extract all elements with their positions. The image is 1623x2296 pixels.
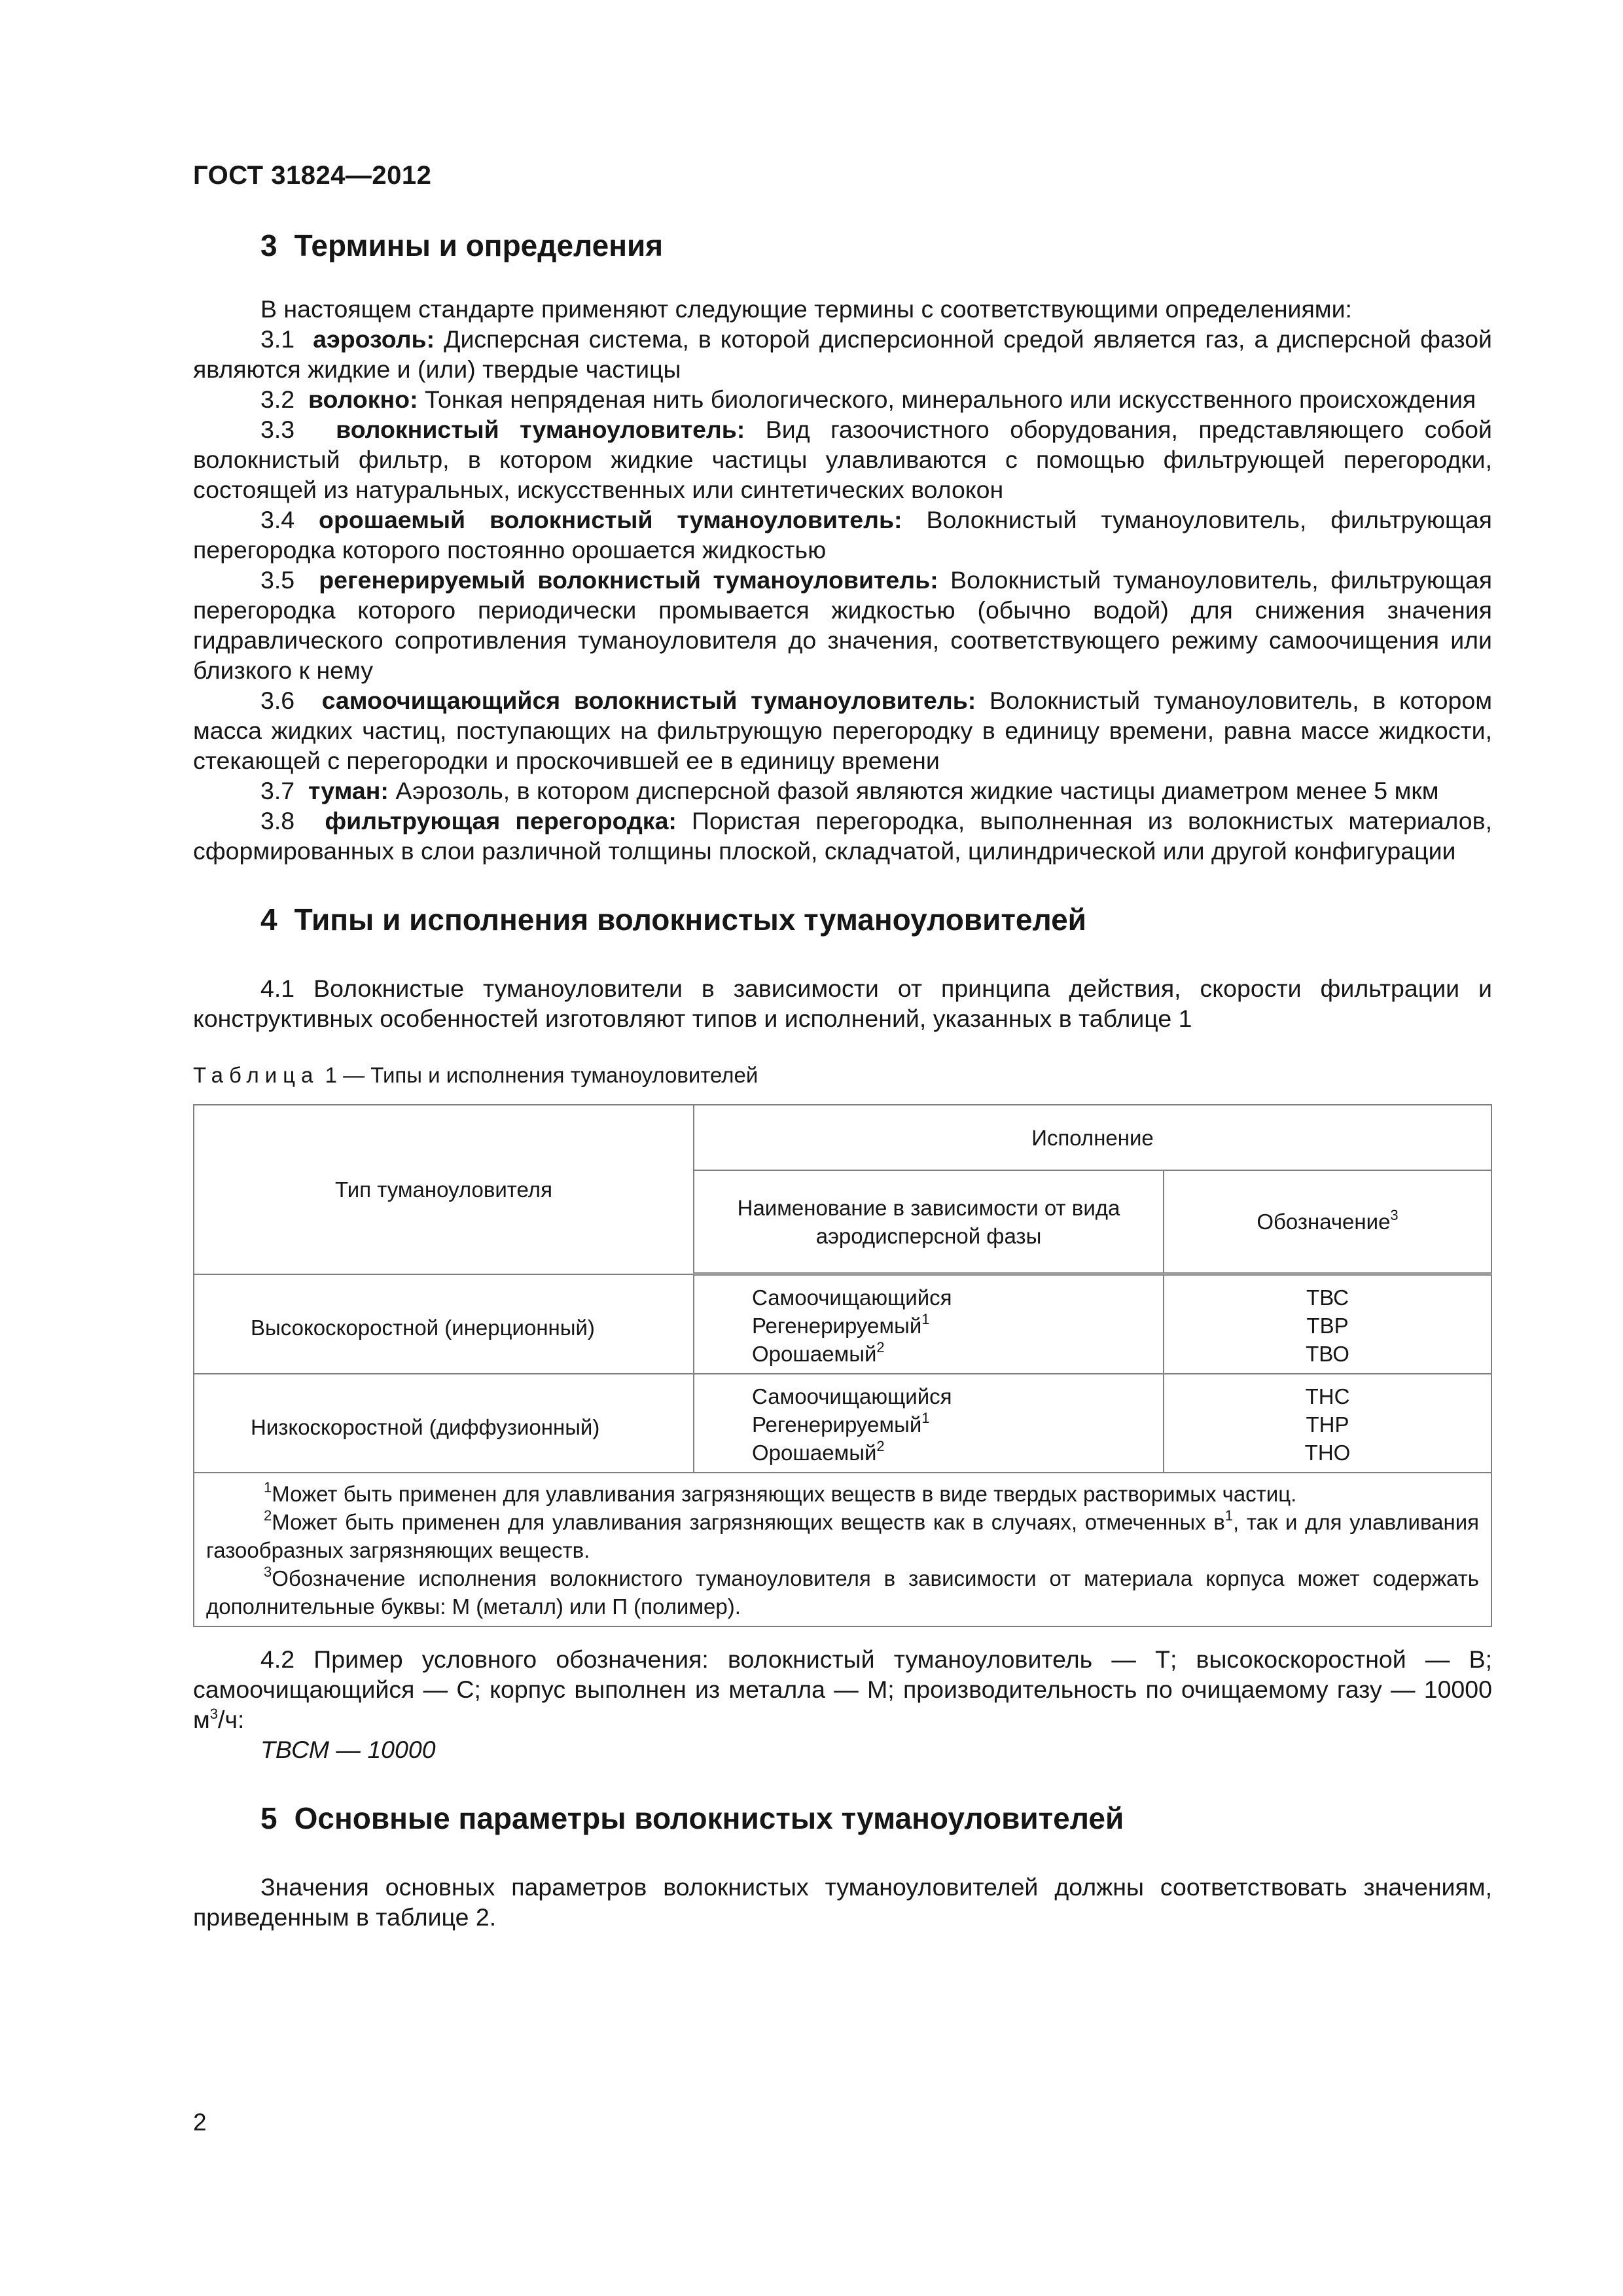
term-number: 3.7 bbox=[260, 777, 295, 804]
term-name: орошаемый волокнистый туманоуловитель: bbox=[319, 506, 902, 533]
cell-names bbox=[694, 1374, 1164, 1473]
cell-codes bbox=[1164, 1374, 1491, 1473]
table-caption-text: 1 — Типы и исполнения туманоуловителей bbox=[325, 1063, 758, 1087]
code-item: ТНР bbox=[1306, 1412, 1349, 1437]
code-item: ТВС bbox=[1306, 1285, 1349, 1310]
section-title: Основные параметры волокнистых туманоуловителей bbox=[294, 1801, 1124, 1835]
term-3-2 bbox=[193, 384, 1492, 414]
term-number: 3.5 bbox=[260, 566, 295, 594]
table-caption-label: Таблица bbox=[193, 1063, 319, 1087]
term-3-4 bbox=[193, 505, 1492, 565]
cell-codes bbox=[1164, 1274, 1491, 1374]
name-item: Регенерируемый$^1$ bbox=[752, 1410, 930, 1437]
footnote-ref: 1 bbox=[921, 1311, 930, 1327]
document-body bbox=[193, 226, 1492, 1932]
term-3-7 bbox=[193, 776, 1492, 806]
name-item: Орошаемый$^2$ bbox=[752, 1339, 885, 1366]
section-3-intro: В настоящем стандарте применяют следующие термины с соответствующими определениями: bbox=[260, 295, 1352, 323]
table-notes-row bbox=[194, 1473, 1491, 1626]
code-item: ТНО bbox=[1304, 1441, 1351, 1465]
name-item: Самоочищающийся bbox=[752, 1384, 952, 1408]
table-row bbox=[194, 1374, 1491, 1473]
section-4-heading bbox=[193, 900, 1492, 939]
table-1 bbox=[193, 1104, 1492, 1627]
document-header: ГОСТ 31824—2012 bbox=[193, 161, 432, 190]
section-title: Термины и определения bbox=[294, 228, 664, 262]
code-item: ТВР bbox=[1306, 1314, 1349, 1338]
col-header-name: Наименование в зависимости от вида аэродисперсной фазы bbox=[694, 1170, 1164, 1274]
section-number: 4 bbox=[260, 903, 277, 937]
name-item: Регенерируемый$^1$ bbox=[752, 1311, 930, 1338]
term-definition: Пористая перегородка, выполненная из волокнистых материалов, сформированных в слои различной толщины плоской, складчатой, цилиндрической или другой конфигурации bbox=[193, 807, 1493, 865]
paragraph-4-2: 4.2 Пример условного обозначения: волокнистый туманоуловитель — Т; высокоскоростной — В; самоочищающийся — С; корпус выполнен из металла — М; производительность по очищаемому газу — 10000 $м^3/ч$: bbox=[193, 1645, 1492, 1733]
cell-type: Высокоскоростной (инерционный) bbox=[194, 1274, 694, 1374]
term-name: волокнистый туманоуловитель: bbox=[336, 416, 745, 443]
term-definition: Тонкая непряденая нить биологического, минерального или искусственного происхождения bbox=[424, 386, 1476, 413]
term-number: 3.8 bbox=[260, 807, 295, 834]
term-name: туман: bbox=[308, 777, 389, 804]
section-3-heading bbox=[193, 226, 1492, 265]
name-item: Самоочищающийся bbox=[752, 1285, 952, 1310]
term-definition: Дисперсная система, в которой дисперсионной средой является газ, а дисперсной фазой являются жидкие и (или) твердые частицы bbox=[193, 325, 1493, 383]
designation-example: ТВСМ — 10000 bbox=[260, 1736, 436, 1763]
term-definition: Волокнистый туманоуловитель, в котором масса жидких частиц, поступающих на фильтрующую перегородку в единицу времени, равна массе жидкости, стекающей с перегородки и проскочившей ее в единицу времени bbox=[193, 687, 1492, 774]
term-definition: Волокнистый туманоуловитель, фильтрующая перегородка которого постоянно орошается жидкостью bbox=[193, 506, 1492, 564]
footnote-ref: 1 bbox=[921, 1410, 930, 1426]
term-number: 3.6 bbox=[260, 687, 295, 714]
footnote-ref: 2 bbox=[876, 1438, 885, 1454]
section-5-paragraph: Значения основных параметров волокнистых туманоуловителей должны соответствовать значениям, приведенным в таблице 2. bbox=[193, 1873, 1492, 1931]
col-header-execution: Исполнение bbox=[694, 1105, 1491, 1170]
footnote-2: $^2$Может быть применен для улавливания загрязняющих веществ как в случаях, отмеченных $в^1$, так и для улавливания газообразных загрязняющих веществ. bbox=[206, 1507, 1480, 1562]
page-number: 2 bbox=[193, 2109, 207, 2136]
col-header-code bbox=[1164, 1170, 1491, 1274]
term-definition: Вид газоочистного оборудования, представляющего собой волокнистый фильтр, в котором жидкие частицы улавливаются с помощью фильтрующей перегородки, состоящей из натуральных, искусственных или синтетических волокон bbox=[193, 416, 1492, 503]
paragraph-4-1: 4.1 Волокнистые туманоуловители в зависимости от принципа действия, скорости фильтрации и конструктивных особенностей изготовляют типов и исполнений, указанных в таблице 1 bbox=[193, 975, 1492, 1032]
term-number: 3.2 bbox=[260, 386, 295, 413]
term-name: регенерируемый волокнистый туманоуловитель: bbox=[319, 566, 938, 594]
term-number: 3.4 bbox=[260, 506, 295, 533]
section-number: 3 bbox=[260, 228, 277, 262]
name-item: Орошаемый$^2$ bbox=[752, 1438, 885, 1465]
col-header-code-text: Обозначение bbox=[1257, 1210, 1391, 1234]
term-3-6 bbox=[193, 685, 1492, 776]
superscript: 3 bbox=[209, 1706, 219, 1722]
cell-names bbox=[694, 1274, 1164, 1374]
section-title: Типы и исполнения волокнистых туманоуловителей bbox=[294, 903, 1086, 937]
col-header-type: Тип туманоуловителя bbox=[194, 1105, 694, 1274]
table-row bbox=[194, 1274, 1491, 1374]
term-definition: Волокнистый туманоуловитель, фильтрующая перегородка которого периодически промывается жидкостью (обычно водой) для снижения значения гидравлического сопротивления туманоуловителя до значения, соответствующего режиму самоочищения или близкого к нему bbox=[193, 566, 1492, 684]
footnote-3: $^3$Обозначение исполнения волокнистого туманоуловителя в зависимости от материала корпуса может содержать дополнительные буквы: М (металл) или П (полимер). bbox=[206, 1564, 1479, 1619]
table-1-caption bbox=[193, 1062, 1492, 1088]
code-item: ТВО bbox=[1306, 1342, 1349, 1366]
footnote-1: $^1$Может быть применен для улавливания загрязняющих веществ в виде твердых растворимых частиц. bbox=[264, 1479, 1297, 1506]
term-3-1 bbox=[193, 324, 1492, 384]
term-3-3 bbox=[193, 414, 1492, 505]
term-3-5 bbox=[193, 565, 1492, 685]
term-name: самоочищающийся волокнистый туманоуловитель: bbox=[321, 687, 976, 714]
term-3-8 bbox=[193, 806, 1492, 866]
footnote-ref: 2 bbox=[876, 1339, 885, 1355]
section-number: 5 bbox=[260, 1801, 277, 1835]
footnote-ref: 3 bbox=[1390, 1207, 1399, 1223]
term-name: фильтрующая перегородка: bbox=[325, 807, 677, 834]
term-name: аэрозоль: bbox=[313, 325, 435, 353]
term-number: 3.3 bbox=[260, 416, 295, 443]
cell-type: Низкоскоростной (диффузионный) bbox=[194, 1374, 694, 1473]
section-5-heading bbox=[193, 1799, 1492, 1838]
table-notes bbox=[194, 1473, 1491, 1626]
term-number: 3.1 bbox=[260, 325, 295, 353]
term-definition: Аэрозоль, в котором дисперсной фазой являются жидкие частицы диаметром менее 5 мкм bbox=[395, 777, 1439, 804]
code-item: ТНС bbox=[1305, 1384, 1350, 1408]
term-name: волокно: bbox=[308, 386, 418, 413]
